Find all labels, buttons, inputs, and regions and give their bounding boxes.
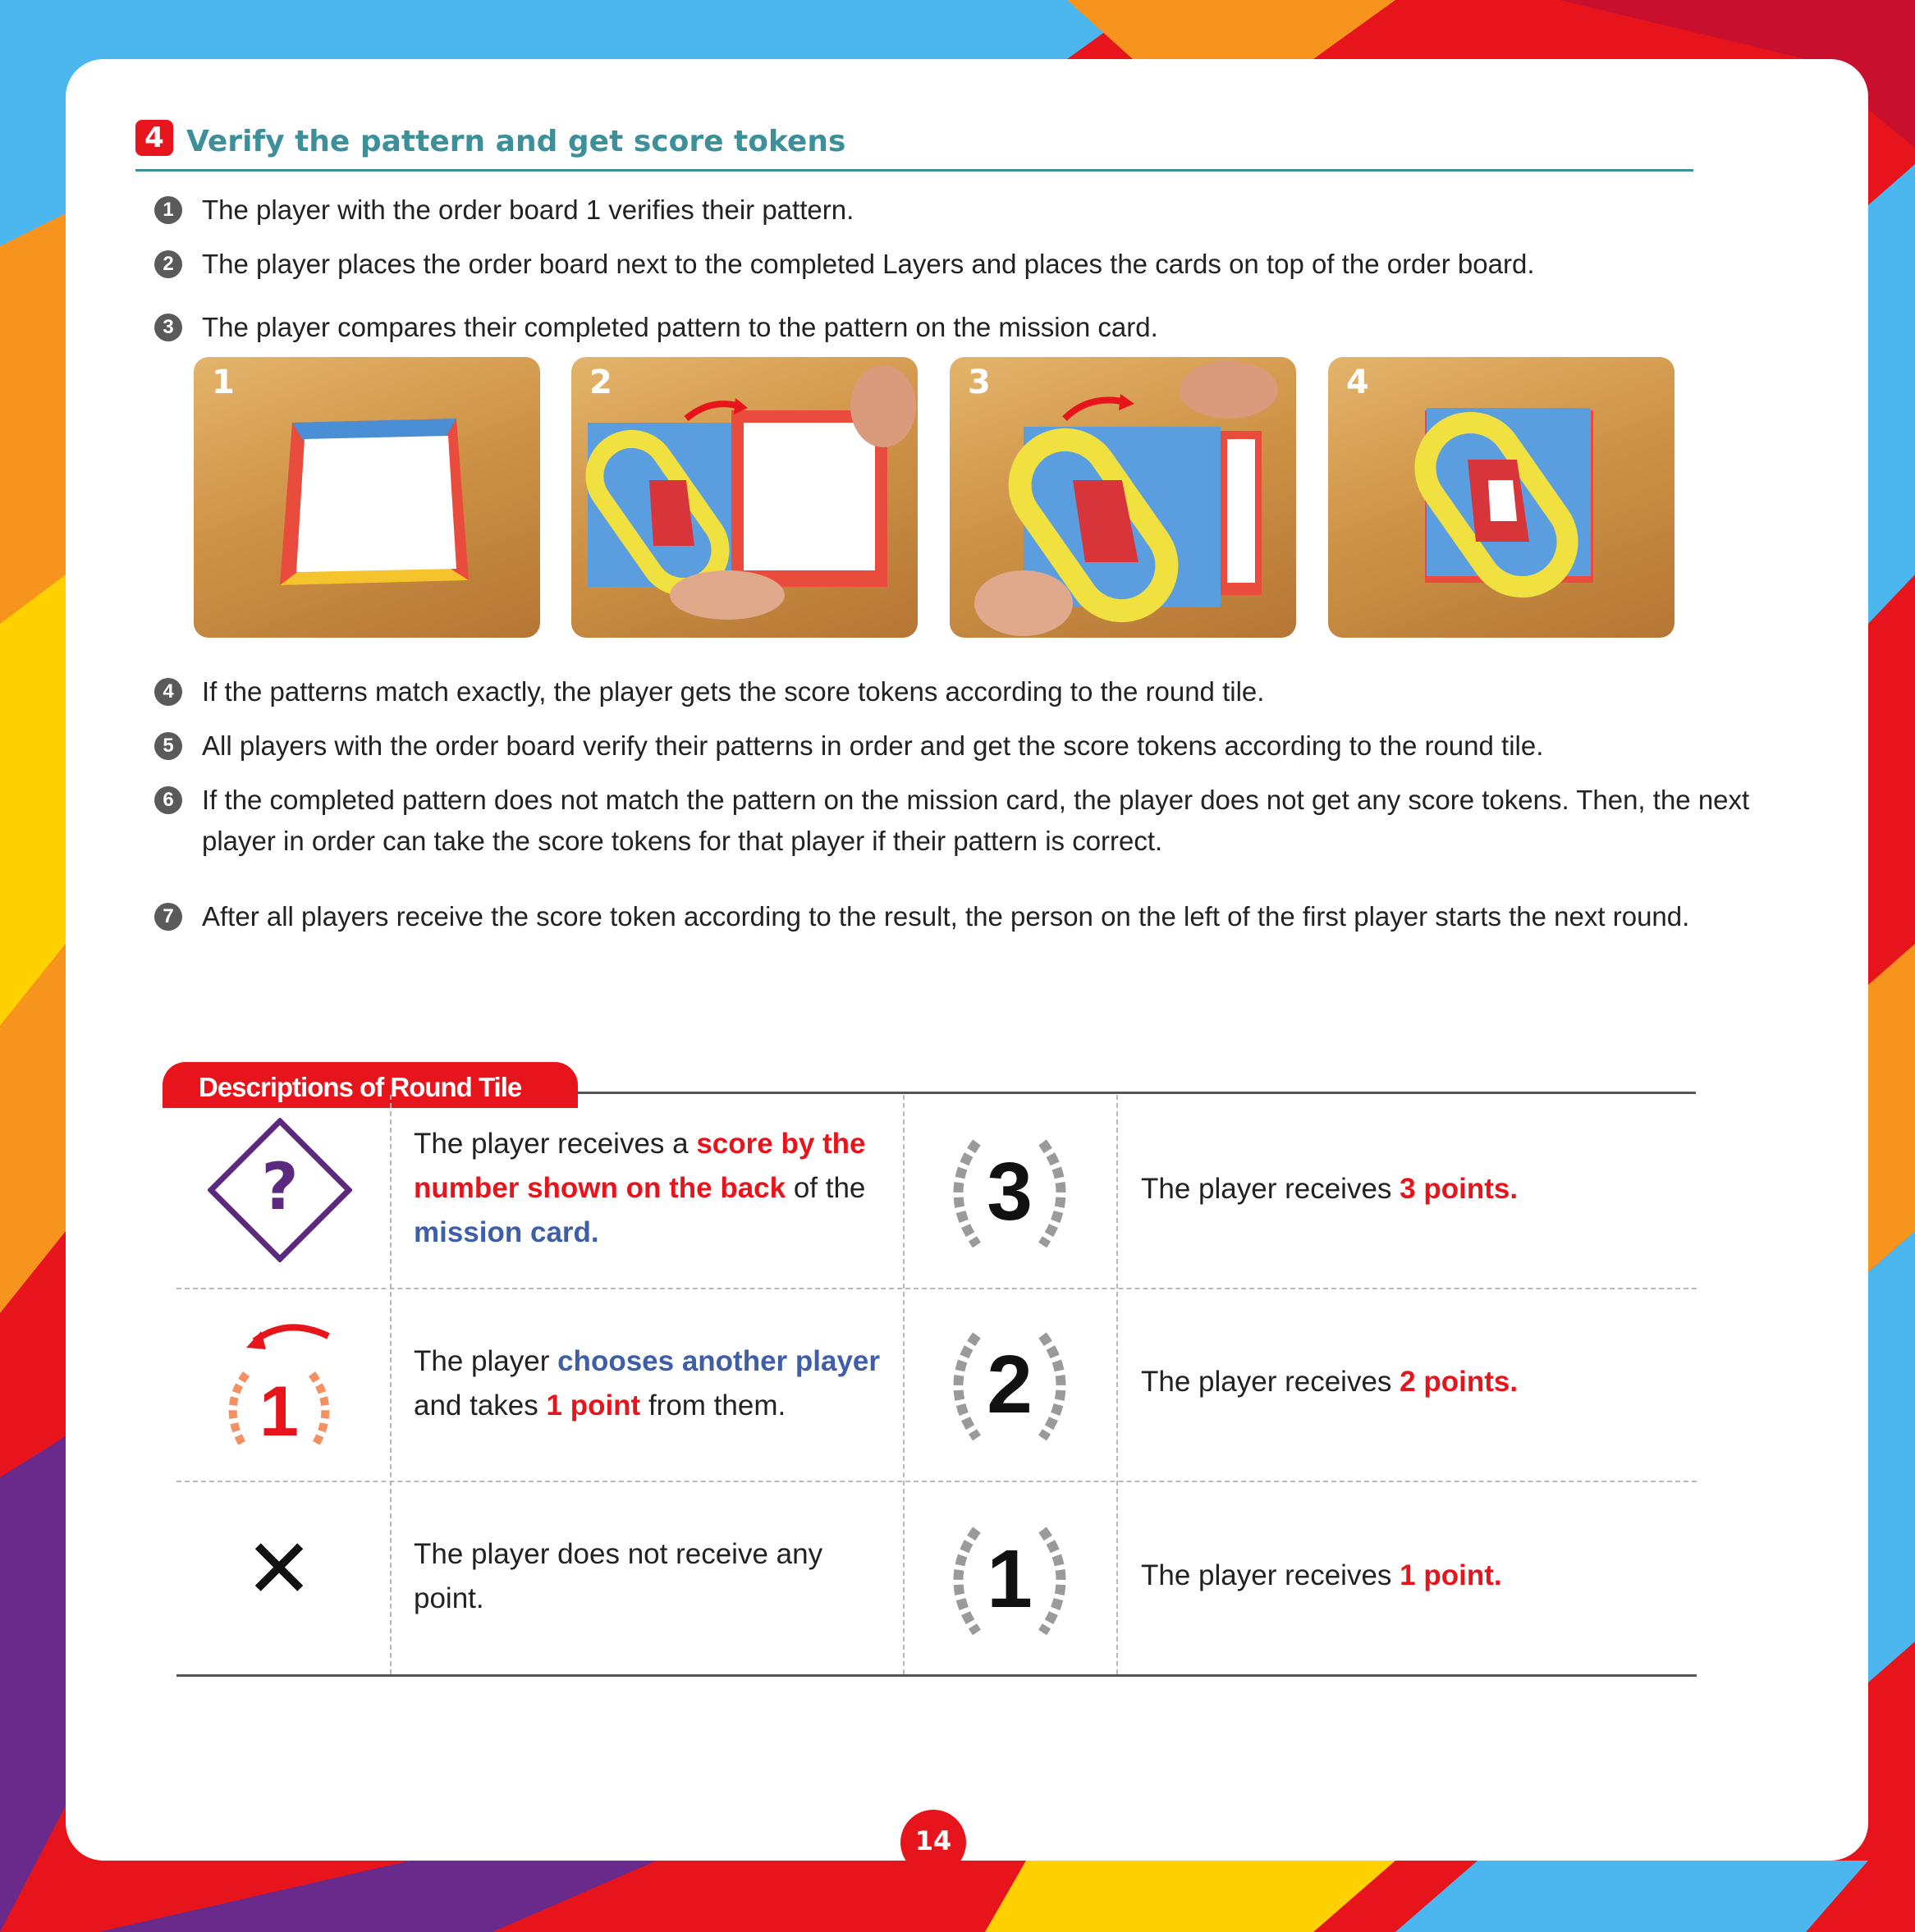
emphasis-blue: chooses another player <box>557 1345 881 1377</box>
photo-step-4 <box>1328 357 1674 638</box>
points-number: 2 <box>987 1339 1033 1431</box>
text-part: and takes <box>414 1389 547 1422</box>
emphasis-red: 2 points. <box>1400 1366 1519 1398</box>
text-part: The player receives a <box>414 1128 697 1160</box>
emphasis-blue: mission card. <box>414 1216 599 1248</box>
step-text: If the patterns match exactly, the player gets the score tokens according to the round tile. <box>202 676 1265 707</box>
photo-step-3 <box>950 357 1296 638</box>
text-part: from them. <box>640 1389 786 1422</box>
layers-and-board-illustration <box>571 357 918 638</box>
step-text: The player places the order board next to the completed Layers and places the cards on top of the order board. <box>202 249 1535 279</box>
row-1-points-description <box>1141 1167 1683 1211</box>
photo-step-2 <box>571 357 918 638</box>
step-text: All players with the order board verify their patterns in order and get the score tokens according to the round tile. <box>202 730 1544 761</box>
photo-number: 3 <box>968 364 991 401</box>
text-part: The player receives <box>1141 1173 1400 1205</box>
emphasis-red: score by the number shown on the back <box>414 1128 866 1204</box>
row-2-description <box>414 1339 906 1428</box>
step-number: 3 <box>154 314 182 341</box>
step-text: After all players receive the score token according to the result, the person on the left of the first player starts the next round. <box>202 901 1690 932</box>
row-2-points-description <box>1141 1360 1683 1404</box>
row-3-points-description <box>1141 1554 1683 1598</box>
points-number: 1 <box>987 1533 1033 1625</box>
round-tile-title: Descriptions of Round Tile <box>199 1072 522 1102</box>
completed-pattern-illustration <box>1328 357 1674 638</box>
row-3-description: The player does not receive any point. <box>414 1538 823 1614</box>
table-divider <box>390 1095 392 1674</box>
placing-cards-illustration <box>950 357 1296 638</box>
cross-icon: ✕ <box>245 1521 314 1617</box>
table-divider <box>1116 1095 1118 1674</box>
emphasis-red: 1 point. <box>1400 1559 1502 1591</box>
order-board-illustration <box>194 357 540 638</box>
text-part: The player <box>414 1345 558 1377</box>
table-row-divider <box>176 1481 1697 1482</box>
step-number: 7 <box>154 903 182 931</box>
row-1-description <box>414 1122 890 1255</box>
emphasis-red: 3 points. <box>1400 1173 1519 1205</box>
question-diamond-icon <box>208 1118 352 1262</box>
section-title: Verify the pattern and get score tokens <box>186 125 846 158</box>
step-text: If the completed pattern does not match the pattern on the mission card, the player does not get any score tokens. Then, the next player in order can take the score tokens for that player if their pattern is correct. <box>202 785 1750 856</box>
step-number: 5 <box>154 732 182 760</box>
photo-step-1 <box>194 357 540 638</box>
text-part: The player receives <box>1141 1366 1400 1398</box>
step-text: The player compares their completed pattern to the pattern on the mission card. <box>202 312 1158 342</box>
laurel-2-points-icon <box>936 1311 1083 1458</box>
question-mark: ? <box>261 1151 299 1225</box>
photo-number: 2 <box>589 364 612 401</box>
round-tile-tab <box>163 1062 578 1108</box>
step-number: 2 <box>154 250 182 278</box>
laurel-3-points-icon <box>936 1118 1083 1266</box>
step-number: 4 <box>154 678 182 706</box>
manual-page <box>66 59 1868 1861</box>
step-number: 1 <box>154 196 182 224</box>
laurel-1-point-icon <box>936 1505 1083 1653</box>
table-bottom-rule <box>176 1674 1697 1677</box>
points-number: 3 <box>987 1146 1033 1238</box>
section-number-badge: 4 <box>135 120 173 156</box>
steal-point-icon <box>205 1308 353 1464</box>
page-number: 14 <box>900 1810 966 1875</box>
photo-number: 4 <box>1346 364 1369 401</box>
text-part: of the <box>786 1172 866 1204</box>
emphasis-red: 1 point <box>546 1389 641 1422</box>
step-number: 6 <box>154 786 182 814</box>
table-row-divider <box>176 1288 1697 1289</box>
section-header <box>135 120 1693 172</box>
text-part: The player receives <box>1141 1559 1400 1591</box>
photo-number: 1 <box>212 364 235 401</box>
step-text: The player with the order board 1 verifies their pattern. <box>202 195 854 225</box>
steal-point-number: 1 <box>259 1372 299 1451</box>
